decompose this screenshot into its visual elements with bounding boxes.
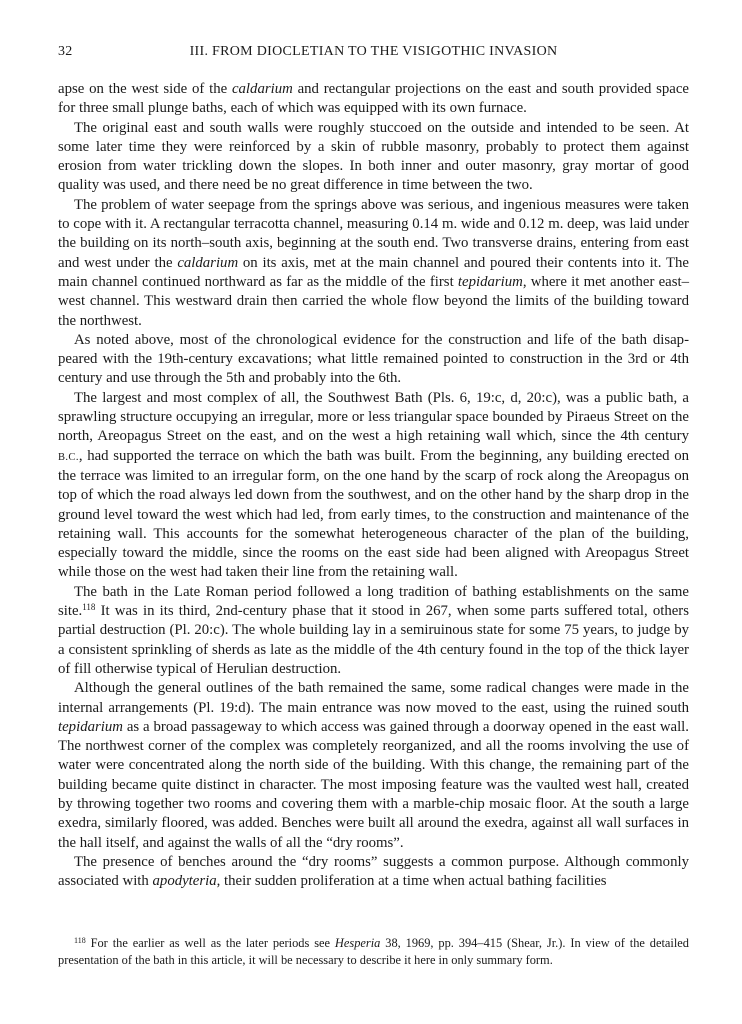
- paragraph: The largest and most complex of all, the Southwest Bath (Pls. 6, 19:c, d, 20:c), was a public bath, a sprawling structure occupying an irregular, more or less triangular space bounded by Piraeus Street on the north, Areopagus Street on the east, and on the west a high retaining wall which, since the 4th century B.C., had supported the terrace on which the bath was built. From the beginning, any building erected on the terrace was limited to an irregular form, on the one hand by the scarp of rock along the Areopagus on top of which the road always led down from the southwest, and on the other hand by the sharp drop in the ground level toward the west which had led, from early times, to the construction and maintenance of the retaining wall. This accounts for the somewhat heterogeneous character of the plan of the building, especially toward the middle, since the rooms on the east side had been aligned with Areopagus Street while those on the west had taken their line from the retaining wall.: [58, 389, 689, 581]
- running-head: III. FROM DIOCLETIAN TO THE VISIGOTHIC INVASION: [189, 44, 558, 59]
- paragraph: As noted above, most of the chronological evidence for the construction and life of the bath disappeared with the 19th-century excavations; what little remained pointed to construction in the 3rd or 4th century and use through the 5th and probably into the 6th.: [58, 331, 689, 387]
- paragraph: apse on the west side of the caldarium and rectangular projections on the east and south provided space for three small plunge baths, each of which was equipped with its own furnace.: [58, 81, 689, 117]
- page-header: [58, 44, 689, 66]
- paragraph: The original east and south walls were roughly stuccoed on the outside and intended to be seen. At some later time they were reinforced by a skin of rubble masonry, probably to protect them against erosion from water trickling down the slopes. In both inner and outer masonry, gray mortar of good quality was used, and there need be no great difference in time between the two.: [58, 119, 689, 194]
- footnote-reference: 118: [82, 602, 96, 613]
- paragraph: Although the general outlines of the bath remained the same, some radical changes were made in the internal arrangements (Pl. 19:d). The main entrance was now moved to the east, using the ruined south tepidarium as a broad passageway to which access was gained through a doorway opened in the east wall. The northwest corner of the complex was completely reorganized, and all the rooms involving the use of water were concentrated along the north side of the building. With this change, the remaining part of the building became quite distinct in character. The most imposing feature was the vaulted west hall, created by throwing together two rooms and covering them with a marble-chip mosaic floor. At the south a large exedra, similarly floored, was added. Benches were built all around the exedra, against all wall surfaces in the hall itself, and against the walls of all the “dry rooms”.: [58, 680, 689, 851]
- body-text: [58, 80, 689, 891]
- paragraph: The presence of benches around the “dry rooms” suggests a common purpose. Although commonly associated with apodyteria, their sudden proliferation at a time when actual bathing facilities: [58, 853, 689, 890]
- footnote: $^{118}$ For the earlier as well as the later periods see Hesperia 38, 1969, pp. 394–415 (Shear, Jr.). In view of the detailed presentation of the bath in this article, it will be necessary to describe it here in only summary form.: [58, 936, 689, 967]
- footnote-number: 118: [74, 936, 86, 945]
- paragraph: The bath in the Late Roman period followed a long tradition of bathing establishments on the same site.$^{118}$ It was in its third, 2nd-century phase that it stood in 267, when some parts suffered total, others partial destruction (Pl. 20:c). The whole building lay in a semiruinous state for some 75 years, to judge by a consistent sprinkling of sherds as late as the middle of the 4th century found in the top of the thick layer of fill otherwise typical of Herulian destruction.: [58, 583, 689, 677]
- page-number: 32: [58, 44, 73, 59]
- paragraph: The problem of water seepage from the springs above was serious, and ingenious measures were taken to cope with it. A rectangular terracotta channel, measuring 0.14 m. wide and 0.12 m. deep, was laid under the building on its north–south axis, beginning at the south end. Two transverse drains, entering from east and west under the caldarium on its axis, met at the main channel and poured their contents into it. The main channel continued northward as far as the middle of the first tepidarium, where it met another east–west channel. This westward drain then carried the whole flow beyond the limits of the building toward the northwest.: [58, 196, 689, 329]
